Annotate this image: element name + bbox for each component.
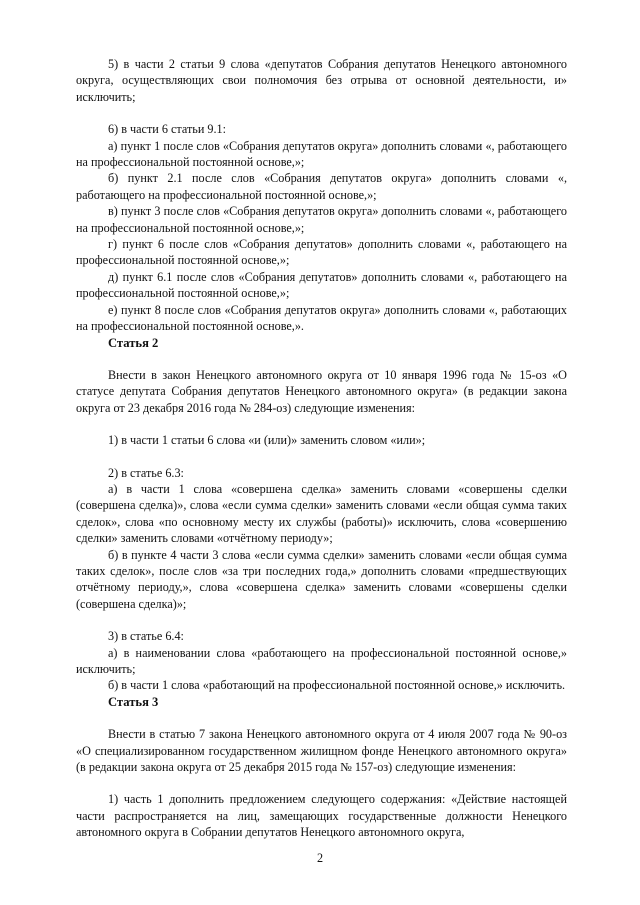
paragraph: а) в части 1 слова «совершена сделка» заменить словами «совершены сделки (совершена сделка)», слова «если сумма сделки» заменить словами «если общая сумма таких сделок», слова «по основному месту их службы (работы)» исключить, слова «совершению сделки» заменить словами «отчётному периоду»; — [76, 481, 567, 546]
paragraph: в) пункт 3 после слов «Собрания депутатов округа» дополнить словами «, работающего на профессиональной постоянной основе,»; — [76, 204, 567, 235]
paragraph: 5) в части 2 статьи 9 слова «депутатов Собрания депутатов Ненецкого автономного округа, осуществляющих свои полномочия без отрыва от основной деятельности, и» исключить; — [76, 57, 567, 104]
paragraph: б) пункт 2.1 после слов «Собрания депутатов округа» дополнить словами «, работающего на профессиональной постоянной основе,»; — [76, 171, 567, 202]
article-heading: Статья 2 — [108, 335, 159, 350]
paragraph: д) пункт 6.1 после слов «Собрания депутатов» дополнить словами «, работающего на профессиональной постоянной основе,»; — [76, 269, 567, 301]
paragraph: 1) часть 1 дополнить предложением следующего содержания: «Действие настоящей части распространяется на лиц, замещающих государственные должности Ненецкого автономного округа в Собрании депутатов Ненецкого автономного округа, — [76, 792, 567, 840]
paragraph: Внести в статью 7 закона Ненецкого автономного округа от 4 июля 2007 года № 90-оз «О специализированном государственном жилищном фонде Ненецкого автономного округа» (в редакции закона округа от 25 декабря 2015 года № 157-оз) следующие изменения: — [76, 727, 567, 775]
document-body — [76, 56, 567, 841]
paragraph: а) пункт 1 после слов «Собрания депутатов округа» дополнить словами «, работающего на профессиональной постоянной основе,»; — [76, 138, 567, 170]
page-number: 2 — [316, 851, 324, 865]
paragraph: е) пункт 8 после слов «Собрания депутатов округа» дополнить словами «, работающих на профессиональной постоянной основе,». — [76, 302, 567, 334]
paragraph: 3) в статье 6.4: — [108, 629, 184, 644]
paragraph: 6) в части 6 статьи 9.1: — [108, 122, 227, 137]
paragraph: 2) в статье 6.3: — [108, 465, 184, 480]
article-heading: Статья 3 — [108, 694, 159, 709]
paragraph: г) пункт 6 после слов «Собрания депутатов» дополнить словами «, работающего на профессиональной постоянной основе,»; — [76, 237, 567, 268]
paragraph: б) в пункте 4 части 3 слова «если сумма сделки» заменить словами «если общая сумма таких сделок», после слов «за три последних года,» дополнить словами «предшествующих отчётному периоду,», слова «совершена сделка» заменить словами «совершены сделки (совершена сделка)»; — [76, 547, 567, 611]
paragraph: б) в части 1 слова «работающий на профессиональной постоянной основе,» исключить. — [108, 678, 566, 693]
paragraph: а) в наименовании слова «работающего на профессиональной постоянной основе,» исключить; — [76, 645, 567, 676]
paragraph: 1) в части 1 статьи 6 слова «и (или)» заменить словом «или»; — [108, 433, 426, 448]
paragraph: Внести в закон Ненецкого автономного округа от 10 января 1996 года № 15-оз «О статусе депутата Собрания депутатов Ненецкого автономного округа» (в редакции закона округа от 23 декабря 2016 года № 284-оз) следующие изменения: — [76, 367, 567, 415]
